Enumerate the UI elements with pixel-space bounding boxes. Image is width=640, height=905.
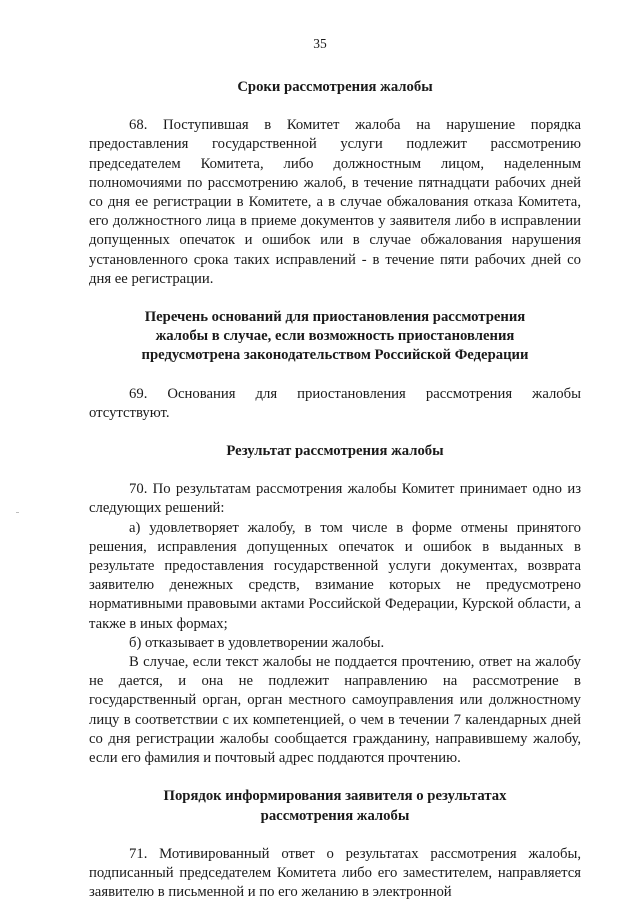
scan-edge-mark	[16, 512, 19, 513]
paragraph-70-item-b: б) отказывает в удовлетворении жалобы.	[129, 634, 385, 651]
section-heading-review-terms: Сроки рассмотрения жалобы	[237, 79, 433, 95]
page-number: 35	[313, 36, 327, 51]
paragraph-70: 70. По результатам рассмотрения жалобы Комитет принимает одно из следующих решений:	[89, 481, 581, 517]
paragraph-69: 69. Основания для приостановления рассмотрения жалобы отсутствуют.	[89, 385, 581, 421]
section-heading-informing-applicant: Порядок информирования заявителя о результатах рассмотрения жалобы	[163, 788, 507, 824]
paragraph-68: 68. Поступившая в Комитет жалоба на нарушение порядка предоставления государственной услуги подлежит рассмотрению председателем Комитета, либо должностным лицом, наделенным полномочиями по рассмотрению жалоб, в течение пятнадцати рабочих дней со дня ее регистрации в Комитете, а в случае обжалования отказа Комитета, его должностного лица в приеме документов у заявителя либо в исправлении допущенных опечаток и ошибок или в случае обжалования нарушения установленного срока таких исправлений - в течение пяти рабочих дней со дня ее регистрации.	[89, 117, 581, 287]
paragraph-70-unreadable-case: В случае, если текст жалобы не поддается прочтению, ответ на жалобу не дается, и она не подлежит направлению на рассмотрение в государственный орган, орган местного самоуправления или должностному лицу в соответствии с их компетенцией, о чем в течении 7 календарных дней со дня регистрации жалобы сообщается гражданину, направившему жалобу, если его фамилия и почтовый адрес поддаются прочтению.	[89, 654, 581, 767]
section-heading-review-result: Результат рассмотрения жалобы	[226, 443, 444, 460]
document-body	[89, 78, 581, 902]
paragraph-70-item-a: а) удовлетворяет жалобу, в том числе в форме отмены принятого решения, исправления допущенных опечаток и ошибок в выданных в результате предоставления государственной услуги документах, возврата заявителю денежных средств, взимание которых не предусмотрено нормативными правовыми актами Российской Федерации, Курской области, а также в иных формах;	[89, 519, 581, 632]
paragraph-71: 71. Мотивированный ответ о результатах рассмотрения жалобы, подписанный председателем Комитета либо его заместителем, направляется заявителю в письменной и по его желанию в электронной	[89, 845, 581, 901]
section-heading-suspension-grounds: Перечень оснований для приостановления рассмотрения жалобы в случае, если возможность приостановления предусмотрена законодательством Российской Федерации	[141, 309, 529, 364]
